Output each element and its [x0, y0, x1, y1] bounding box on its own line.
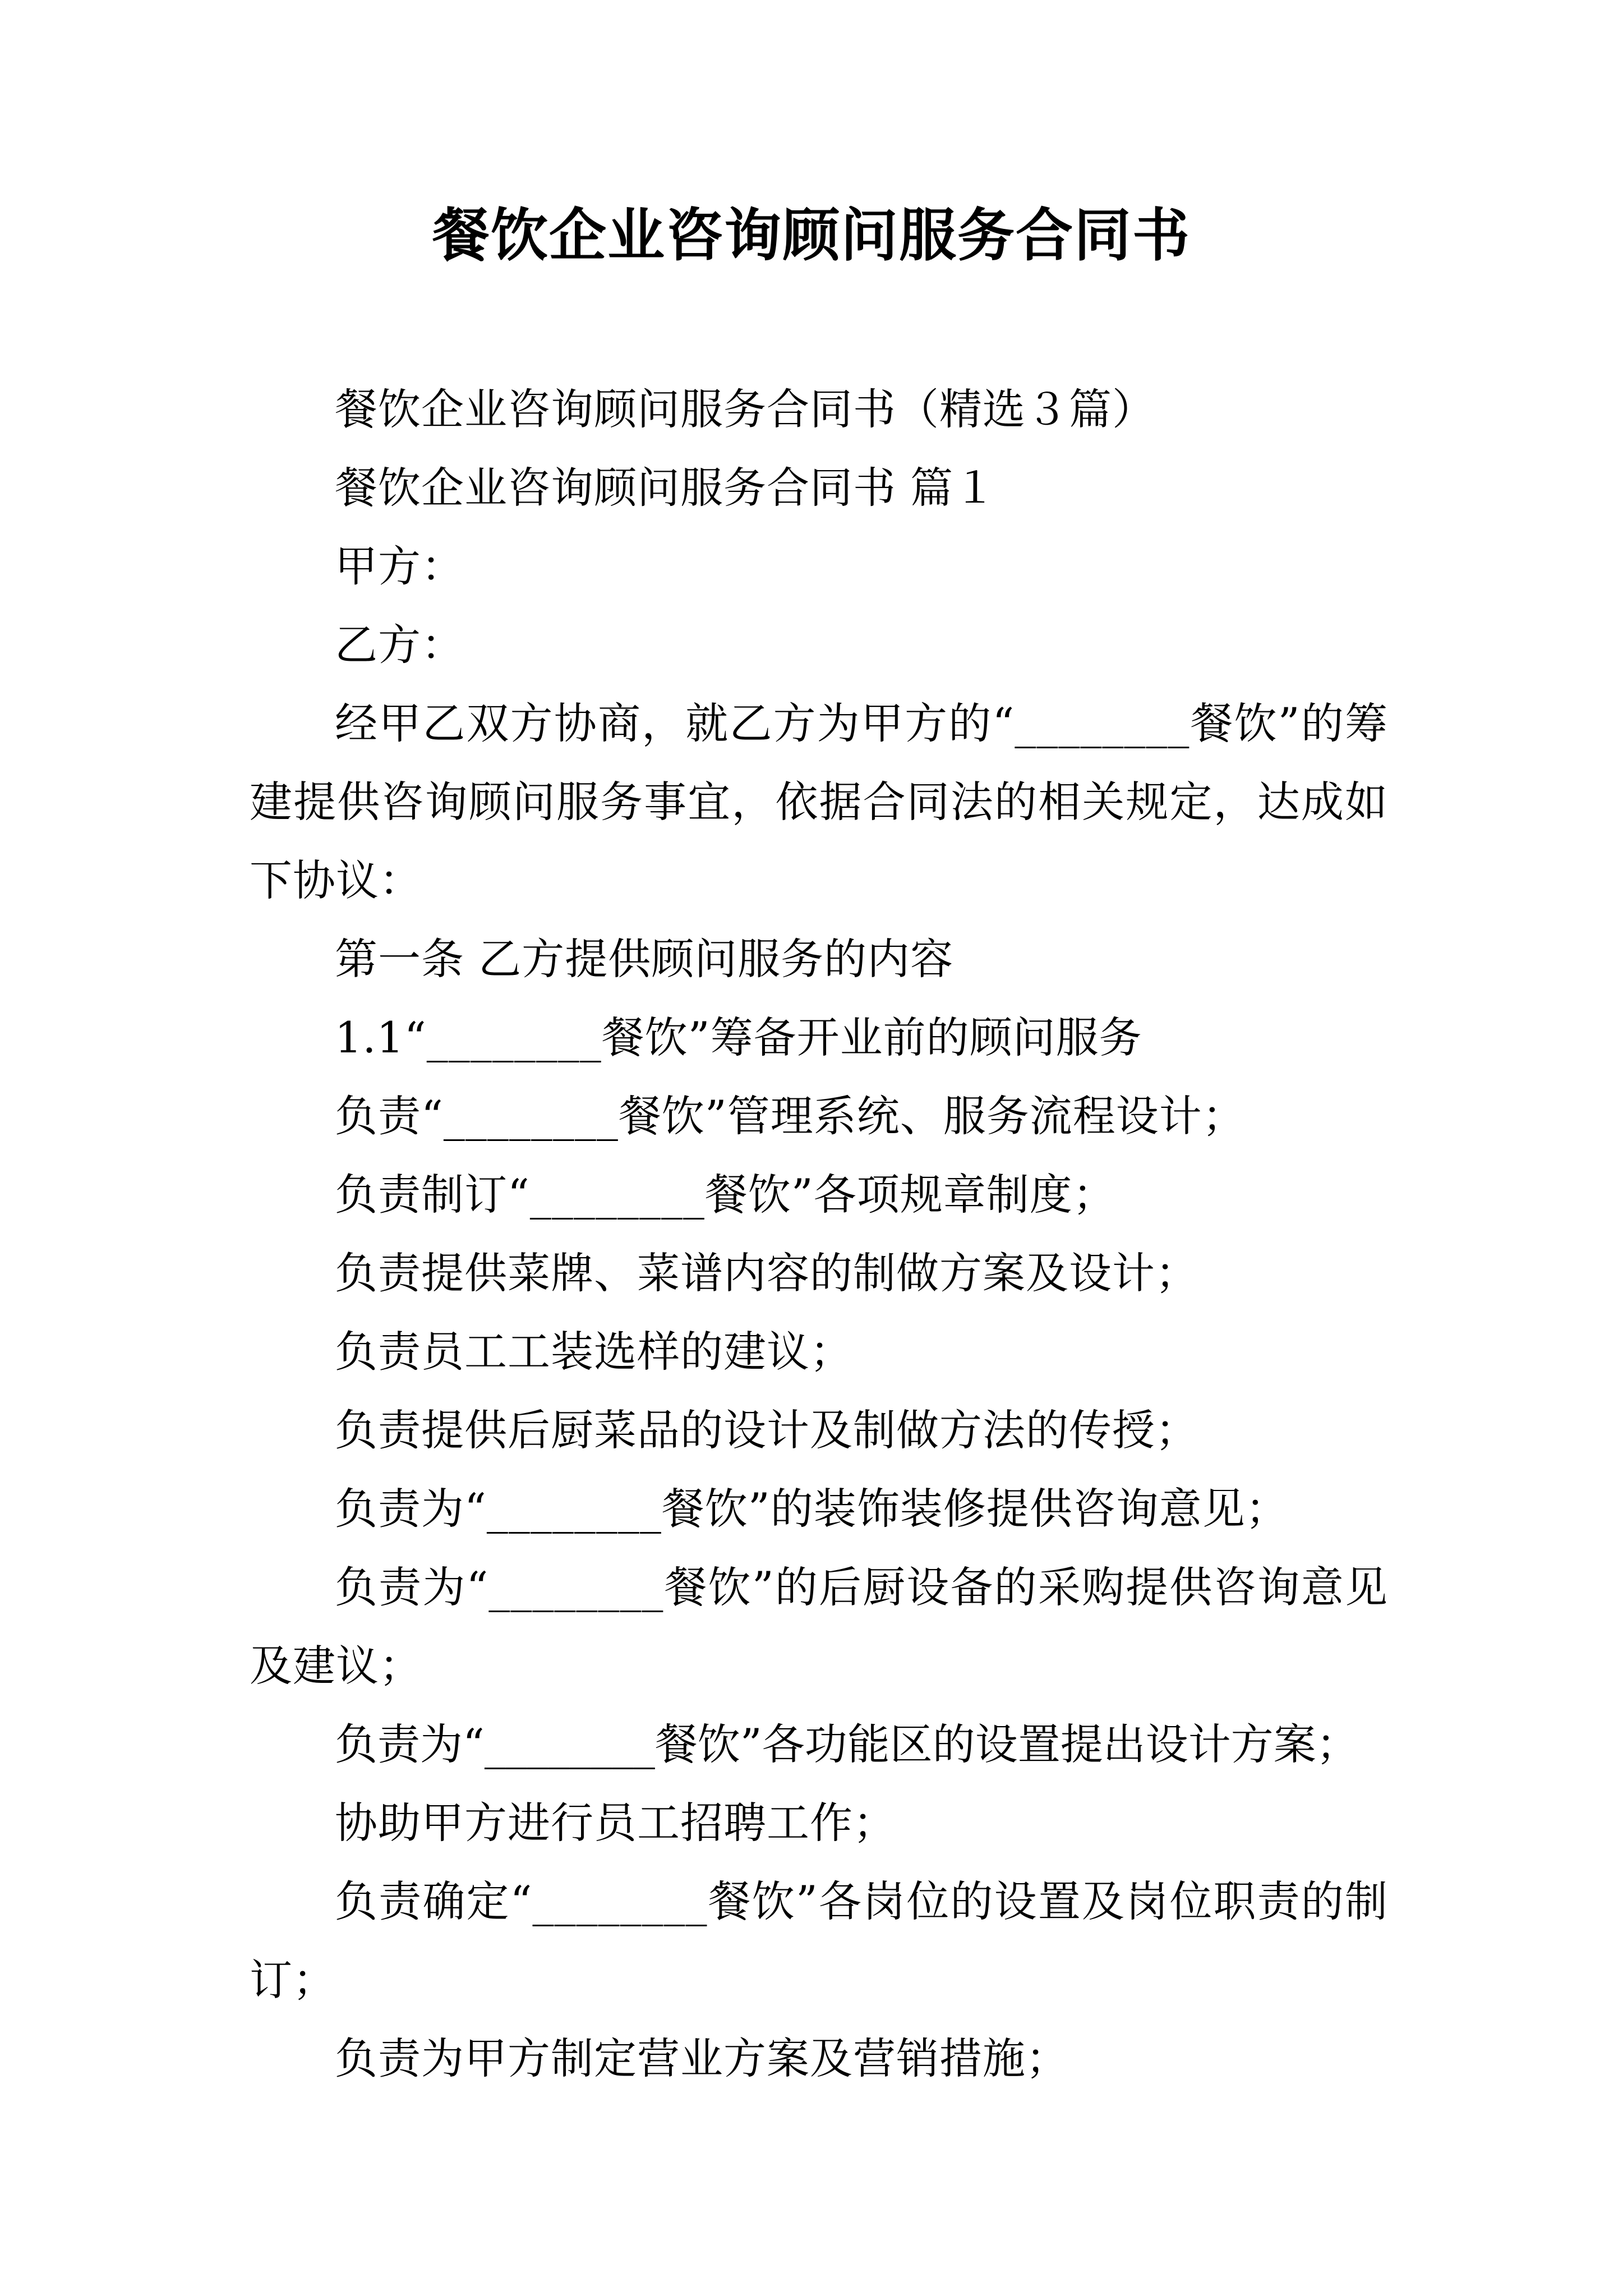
paragraph-item: 负责制订“________餐饮”各项规章制度； — [335, 1170, 1116, 1220]
paragraph-preamble: 经甲乙双方协商，就乙方为甲方的“________餐饮”的筹建提供咨询顾问服务事宜，依据合同法的相关规定，达成如下协议： — [250, 698, 1388, 905]
paragraph-collection-title: 餐饮企业咨询顾问服务合同书（精选３篇） — [335, 384, 1155, 434]
paragraph-clause-1-1: 1.1“________餐饮”筹备开业前的顾问服务 — [335, 1013, 1142, 1062]
paragraph-item: 负责为甲方制定营业方案及营销措施； — [335, 2033, 1069, 2083]
paragraph-item: 负责确定“________餐饮”各岗位的设置及岗位职责的制订； — [250, 1876, 1388, 2005]
paragraph-item: 负责员工工装选样的建议； — [335, 1327, 853, 1377]
paragraph-party-b: 乙方： — [335, 620, 464, 670]
paragraph-item: 负责为“________餐饮”各功能区的设置提出设计方案； — [335, 1719, 1359, 1769]
document-title: 餐饮企业咨询顾问服务合同书 — [432, 202, 1191, 269]
paragraph-item: 负责提供菜牌、菜谱内容的制做方案及设计； — [335, 1248, 1198, 1298]
paragraph-item: 负责“________餐饮”管理系统、服务流程设计； — [335, 1091, 1246, 1141]
paragraph-chapter-heading: 餐饮企业咨询顾问服务合同书 篇１ — [335, 463, 997, 513]
paragraph-item: 负责为“________餐饮”的后厨设备的采购提供咨询意见及建议； — [250, 1562, 1388, 1691]
paragraph-item: 协助甲方进行员工招聘工作； — [335, 1798, 896, 1848]
paragraph-party-a: 甲方： — [335, 541, 464, 591]
paragraph-article-1-heading: 第一条 乙方提供顾问服务的内容 — [335, 934, 954, 984]
paragraph-item: 负责提供后厨菜品的设计及制做方法的传授； — [335, 1405, 1198, 1455]
document-body — [250, 370, 1388, 2098]
paragraph-item: 负责为“________餐饮”的装饰装修提供咨询意见； — [335, 1484, 1289, 1534]
